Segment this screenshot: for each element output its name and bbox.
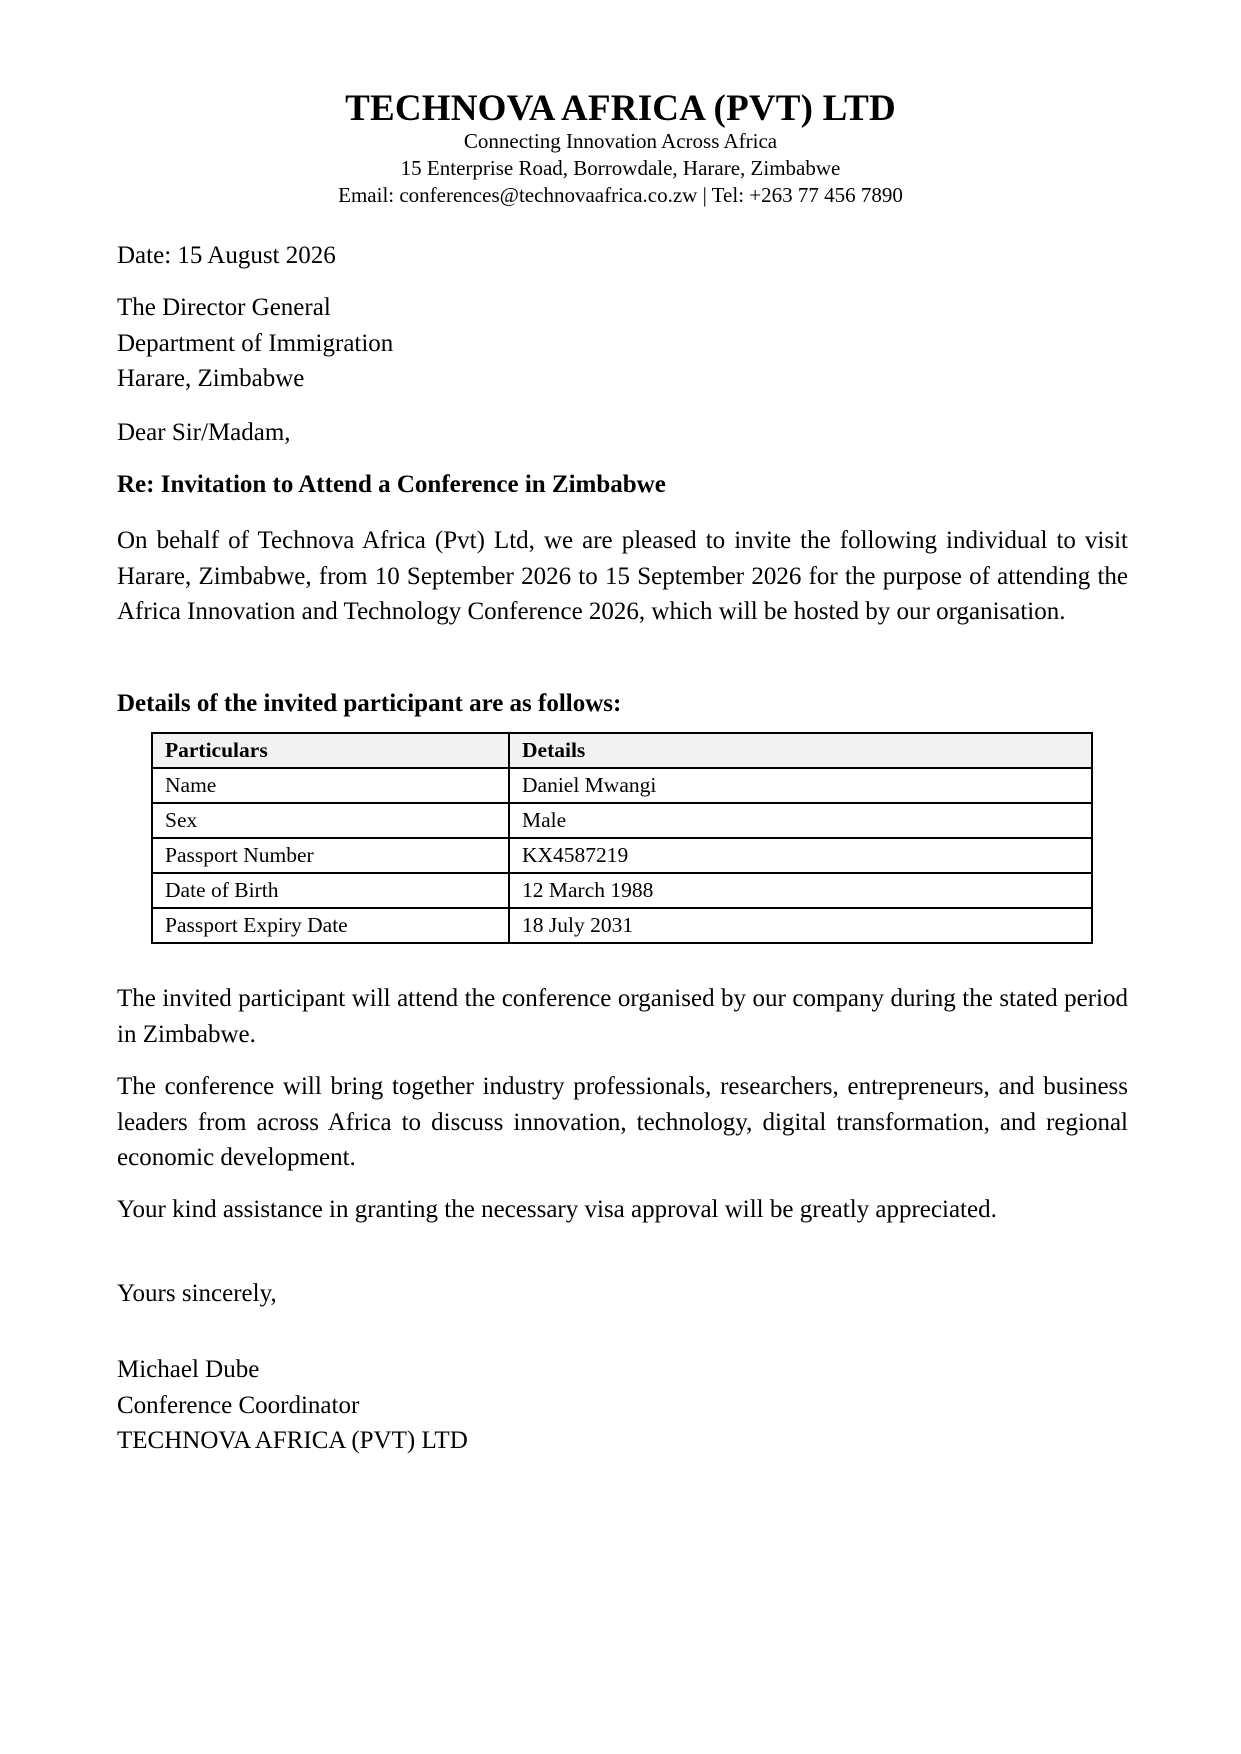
table-cell: 18 July 2031 [509, 908, 1092, 943]
table-row [152, 873, 1092, 908]
table-row [152, 838, 1092, 873]
table-row [152, 908, 1092, 943]
table-cell: KX4587219 [509, 838, 1092, 873]
signatory-company: TECHNOVA AFRICA (PVT) LTD [117, 1427, 468, 1454]
table-cell: Passport Expiry Date [152, 908, 509, 943]
recipient-line: The Director General [117, 294, 331, 321]
subject-line: Re: Invitation to Attend a Conference in Zimbabwe [117, 471, 666, 498]
details-heading: Details of the invited participant are as follows: [117, 690, 622, 717]
letter-date: Date: 15 August 2026 [117, 242, 336, 269]
table-cell: Daniel Mwangi [509, 768, 1092, 803]
signatory-title: Conference Coordinator [117, 1391, 360, 1419]
table-row [152, 803, 1092, 838]
request-paragraph: Your kind assistance in granting the necessary visa approval will be greatly appreciated. [117, 1196, 997, 1223]
table-cell: 12 March 1988 [509, 873, 1092, 908]
table-header-row [152, 733, 1092, 768]
table-cell: Name [152, 768, 509, 803]
attendance-paragraph: The invited participant will attend the conference organised by our company during the stated period in Zimbabwe. [117, 985, 1128, 1048]
intro-paragraph: On behalf of Technova Africa (Pvt) Ltd, we are pleased to invite the following individual to visit Harare, Zimbabwe, from 10 September 2026 to 15 September 2026 for the purpose of attending the Africa Innovation and Technology Conference 2026, which will be hosted by our organisation. [117, 527, 1128, 625]
company-contact: Email: conferences@technovaafrica.co.zw | Tel: +263 77 456 7890 [338, 183, 903, 207]
company-address: 15 Enterprise Road, Borrowdale, Harare, Zimbabwe [400, 156, 841, 180]
participant-details-table [151, 732, 1093, 944]
table-row [152, 768, 1092, 803]
table-cell: Passport Number [152, 838, 509, 873]
table-cell: Sex [152, 803, 509, 838]
recipient-line: Harare, Zimbabwe [117, 365, 305, 392]
company-name: TECHNOVA AFRICA (PVT) LTD [345, 88, 896, 129]
recipient-line: Department of Immigration [117, 329, 394, 357]
table-cell: Date of Birth [152, 873, 509, 908]
recipient-address [117, 290, 1128, 397]
salutation: Dear Sir/Madam, [117, 419, 291, 446]
column-header: Details [509, 733, 1092, 768]
closing: Yours sincerely, [117, 1280, 277, 1307]
signatory-name: Michael Dube [117, 1356, 260, 1383]
column-header: Particulars [152, 733, 509, 768]
signature-block [117, 1352, 1128, 1459]
company-tagline: Connecting Innovation Across Africa [463, 129, 778, 153]
table-cell: Male [509, 803, 1092, 838]
conference-paragraph: The conference will bring together industry professionals, researchers, entrepreneurs, and business leaders from across Africa to discuss innovation, technology, digital transformation, and regional economic development. [117, 1073, 1128, 1171]
